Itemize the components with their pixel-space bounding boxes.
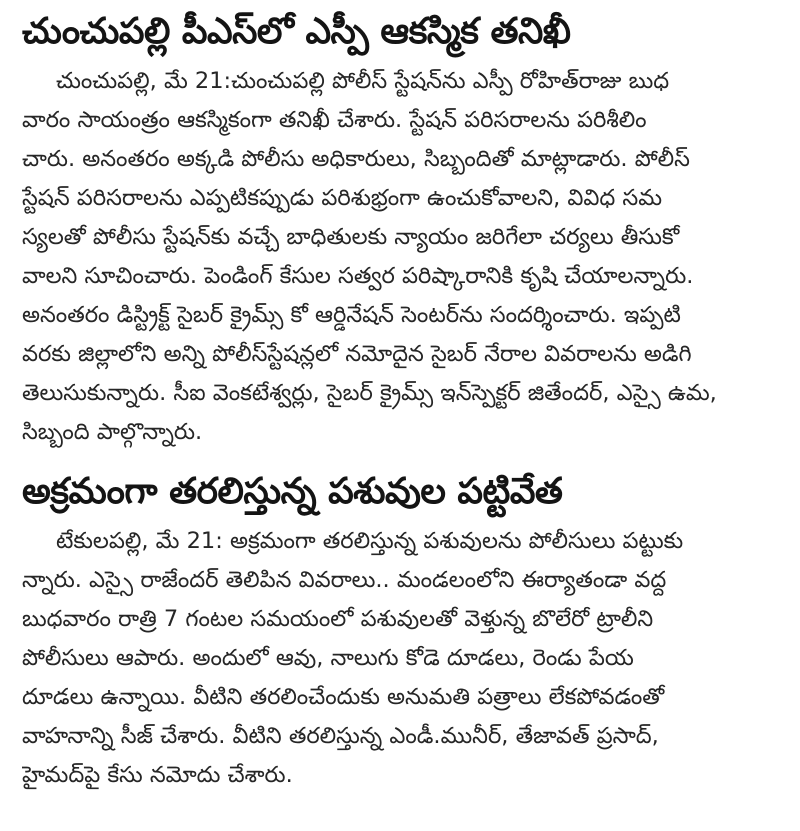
body-line: స్టేషన్ పరిసరాలను ఎప్పటికప్పుడు పరిశుభ్రంగా ఉంచుకోవాలని, వివిధ సమ [22, 185, 663, 211]
article-cattle-seizure [22, 466, 778, 795]
body-line: వారం సాయంత్రం ఆకస్మికంగా తనిఖీ చేశారు. స్టేషన్ పరిసరాలను పరిశీలిం [22, 107, 647, 133]
body-line: న్నారు. ఎస్సై రాజేందర్ తెలిపిన వివరాలు.. మండలంలోని ఈర్యాతండా వద్ద [22, 567, 667, 593]
headline: చుంచుపల్లి పీఎస్‌లో ఎస్పీ ఆకస్మిక తనిఖీ [22, 11, 571, 52]
body-line: అనంతరం డిస్ట్రిక్ట్ సైబర్ క్రైమ్స్ కో ఆర్డినేషన్ సెంటర్‌ను సందర్శించారు. ఇప్పటి [22, 302, 681, 328]
body-line: చుంచుపల్లి, మే 21:చుంచుపల్లి పోలీస్ స్టేషన్‌ను ఎస్పీ రోహిత్‌రాజు బుధ [56, 68, 670, 94]
article-sp-inspection [22, 6, 778, 452]
body-line: వాహనాన్ని సీజ్ చేశారు. వీటిని తరలిస్తున్న ఎండీ.మునీర్, తేజావత్ ప్రసాద్, [22, 723, 659, 749]
article-body [22, 62, 778, 452]
body-line: స్యలతో పోలీసు స్టేషన్‌కు వచ్చే బాధితులకు న్యాయం జరిగేలా చర్యలు తీసుకో [22, 224, 680, 250]
body-line: సిబ్బంది పాల్గొన్నారు. [22, 419, 203, 445]
headline: అక్రమంగా తరలిస్తున్న పశువుల పట్టివేత [22, 471, 563, 512]
body-line: పోలీసులు ఆపారు. అందులో ఆవు, నాలుగు కోడె దూడలు, రెండు పేయ [22, 645, 634, 671]
body-line: టేకులపల్లి, మే 21: అక్రమంగా తరలిస్తున్న పశువులను పోలీసులు పట్టుకు [56, 528, 684, 554]
body-line: తెలుసుకున్నారు. సీఐ వెంకటేశ్వర్లు, సైబర్ క్రైమ్స్ ఇన్‌స్పెక్టర్ జితేందర్, ఎస్సై ఉమ, [22, 380, 717, 406]
body-line: చారు. అనంతరం అక్కడి పోలీసు అధికారులు, సిబ్బందితో మాట్లాడారు. పోలీస్ [22, 146, 690, 172]
body-line: వాలని సూచించారు. పెండింగ్ కేసుల సత్వర పరిష్కారానికి కృషి చేయాలన్నారు. [22, 263, 694, 289]
body-line: బుధవారం రాత్రి 7 గంటల సమయంలో పశువులతో వెళ్తున్న బొలేరో ట్రాలీని [22, 606, 654, 632]
body-line: హైమద్‌పై కేసు నమోదు చేశారు. [22, 762, 293, 788]
body-line: దూడలు ఉన్నాయి. వీటిని తరలించేందుకు అనుమతి పత్రాలు లేకపోవడంతో [22, 684, 665, 710]
body-line: వరకు జిల్లాలోని అన్ని పోలీస్‌స్టేషన్లలో నమోదైన సైబర్ నేరాల వివరాలను అడిగి [22, 341, 692, 367]
article-body [22, 522, 778, 795]
